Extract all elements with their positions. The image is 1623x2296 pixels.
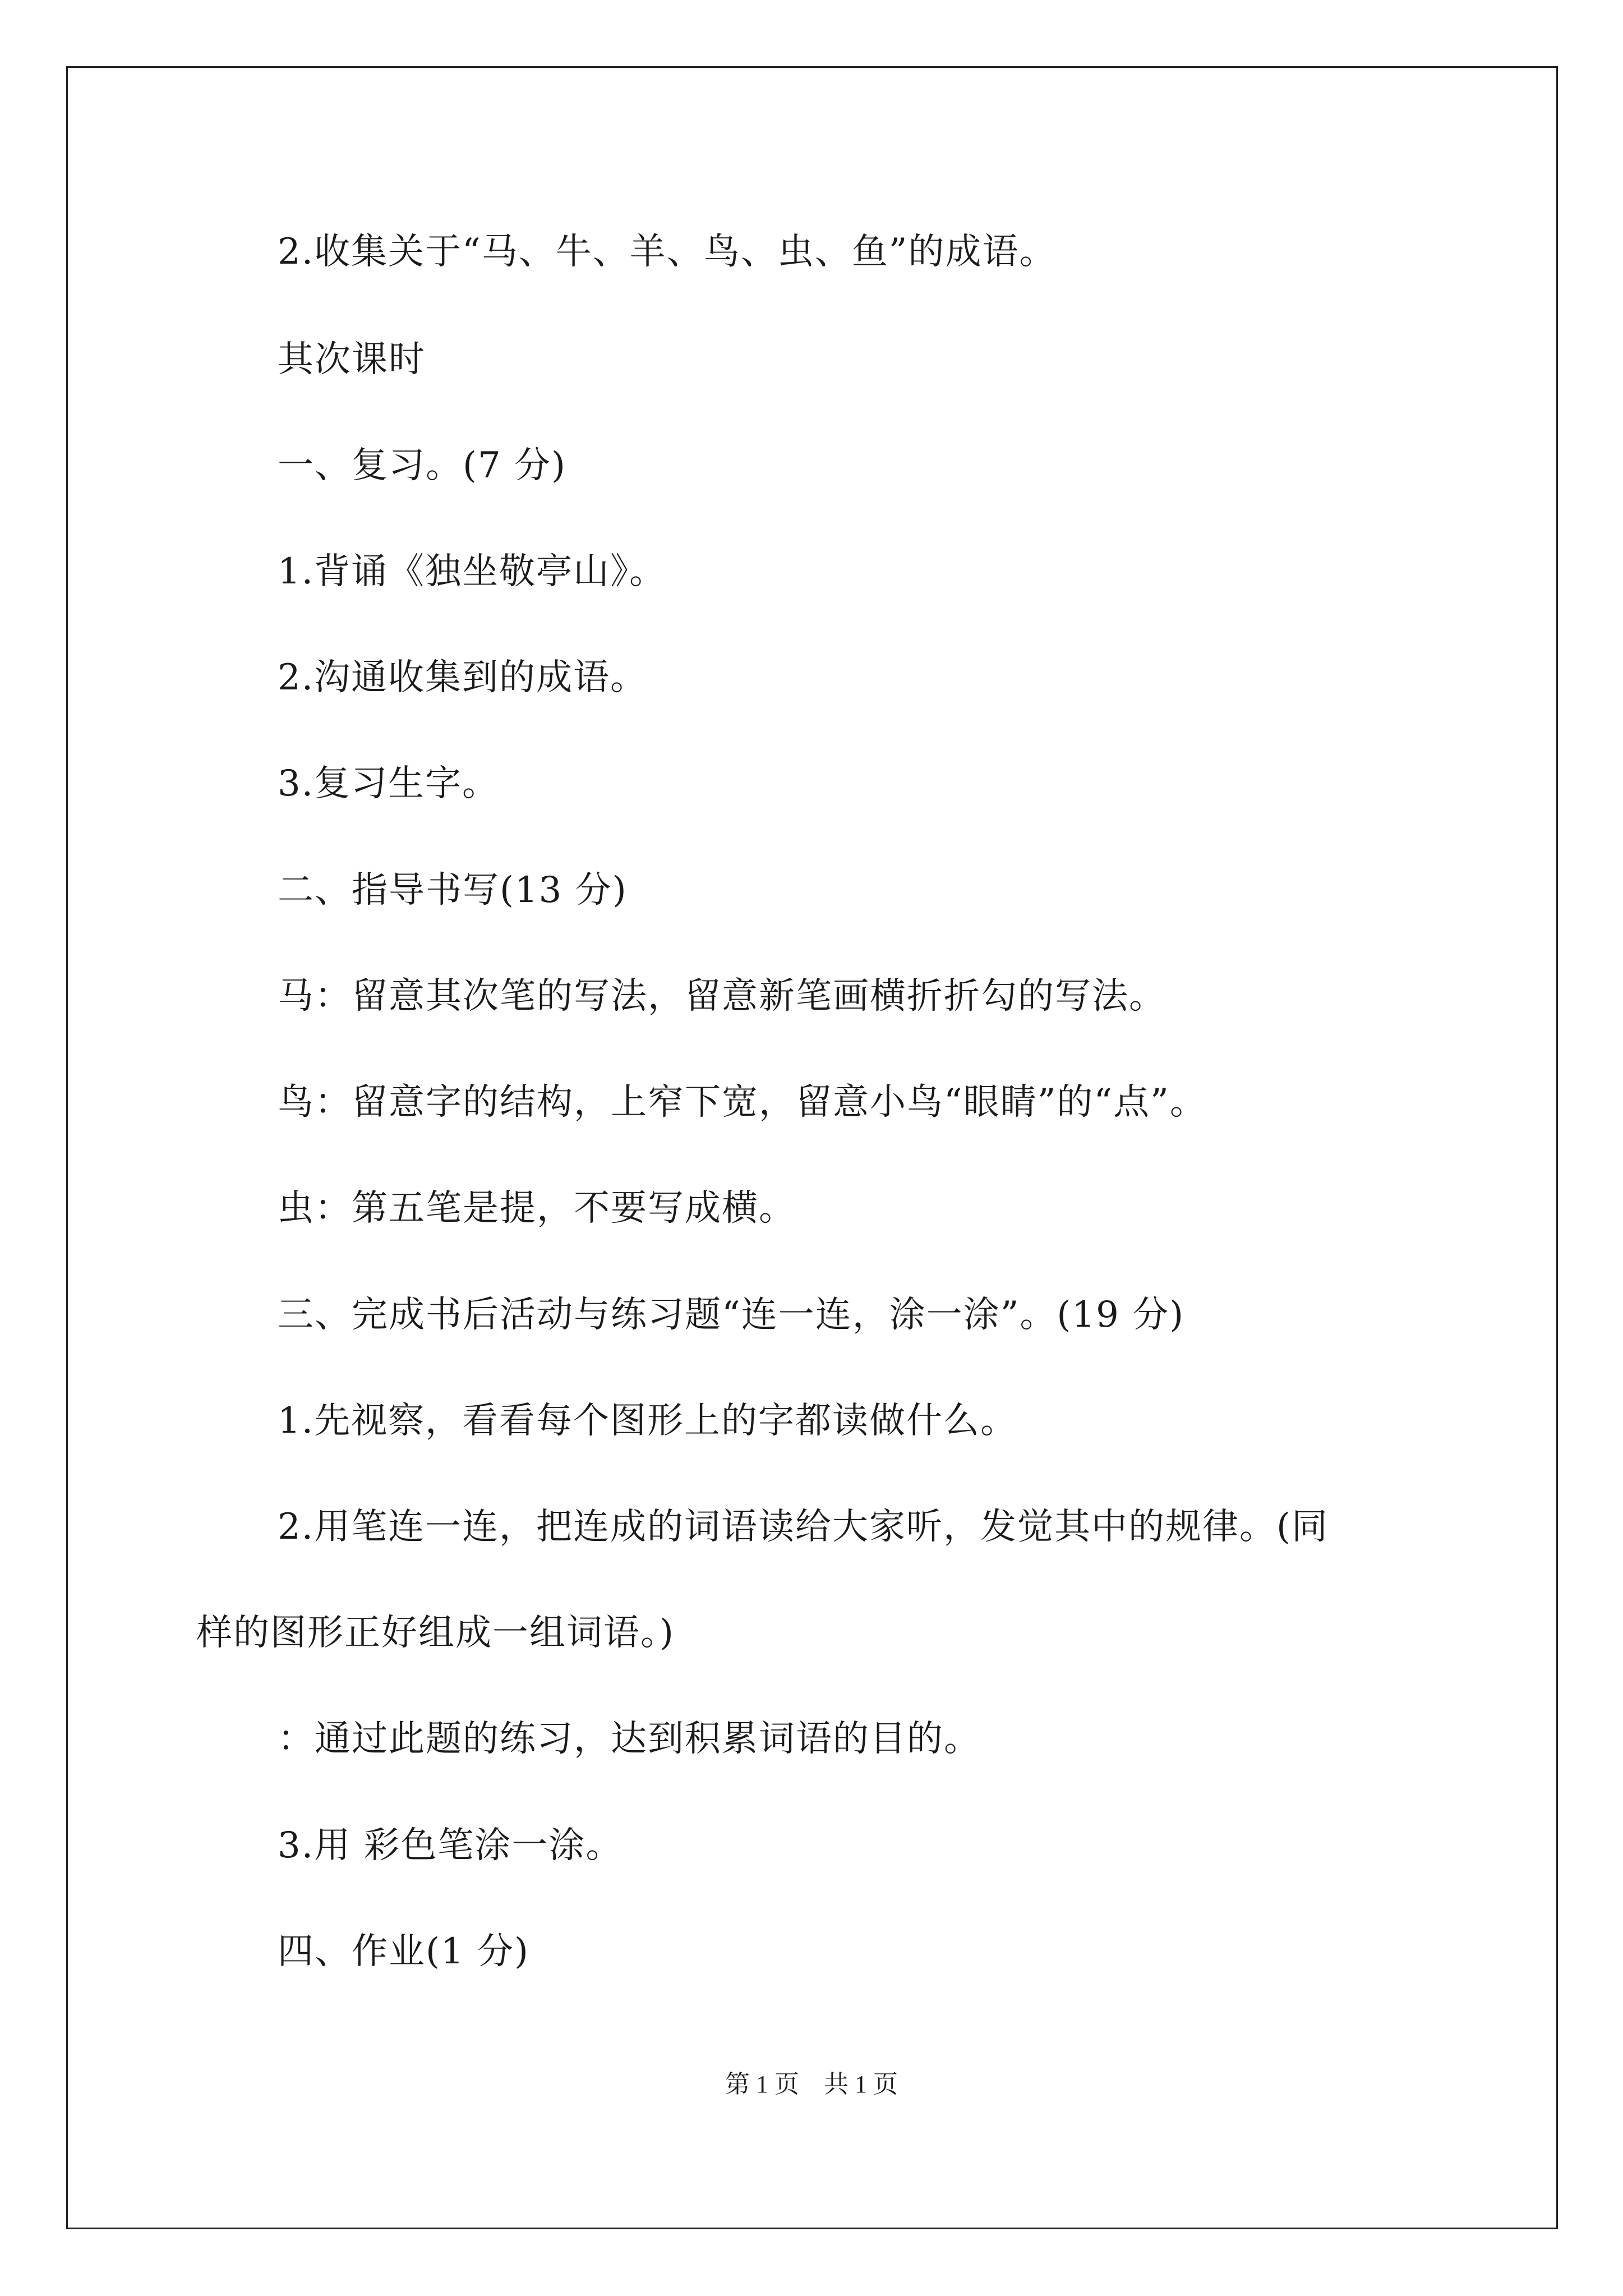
text-line: ：通过此题的练习，达到积累词语的目的。	[278, 1718, 981, 1760]
section-heading: 二、指导书写(13 分)	[278, 869, 628, 911]
text-line: 2.收集关于“马、牛、羊、鸟、虫、鱼”的成语。	[278, 231, 1057, 273]
section-heading: 其次课时	[278, 339, 426, 380]
text-line: 马：留意其次笔的写法，留意新笔画横折折勾的写法。	[278, 976, 1166, 1017]
text-line: 样的图形正好组成一组词语。)	[196, 1612, 675, 1654]
text-line: 1.先视察，看看每个图形上的字都读做什么。	[278, 1400, 1018, 1442]
text-line: 虫：第五笔是提，不要写成横。	[278, 1188, 796, 1229]
text-line: 1.背诵《独坐敬亭山》。	[278, 551, 667, 592]
text-line: 2.用笔连一连，把连成的词语读给大家听，发觉其中的规律。(同	[278, 1506, 1329, 1548]
text-line: 3.用 彩色笔涂一涂。	[278, 1825, 623, 1866]
section-heading: 一、复习。(7 分)	[278, 445, 566, 486]
text-line: 鸟：留意字的结构，上窄下宽，留意小鸟“眼睛”的“点”。	[278, 1082, 1207, 1123]
page-footer: 第 1 页 共 1 页	[725, 2070, 898, 2098]
text-line: 3.复习生字。	[278, 763, 500, 804]
text-line: 2.沟通收集到的成语。	[278, 657, 648, 698]
page-frame	[66, 66, 1558, 2229]
section-heading: 四、作业(1 分)	[278, 1931, 529, 1972]
section-heading: 三、完成书后活动与练习题“连一连，涂一涂”。(19 分)	[278, 1294, 1185, 1336]
